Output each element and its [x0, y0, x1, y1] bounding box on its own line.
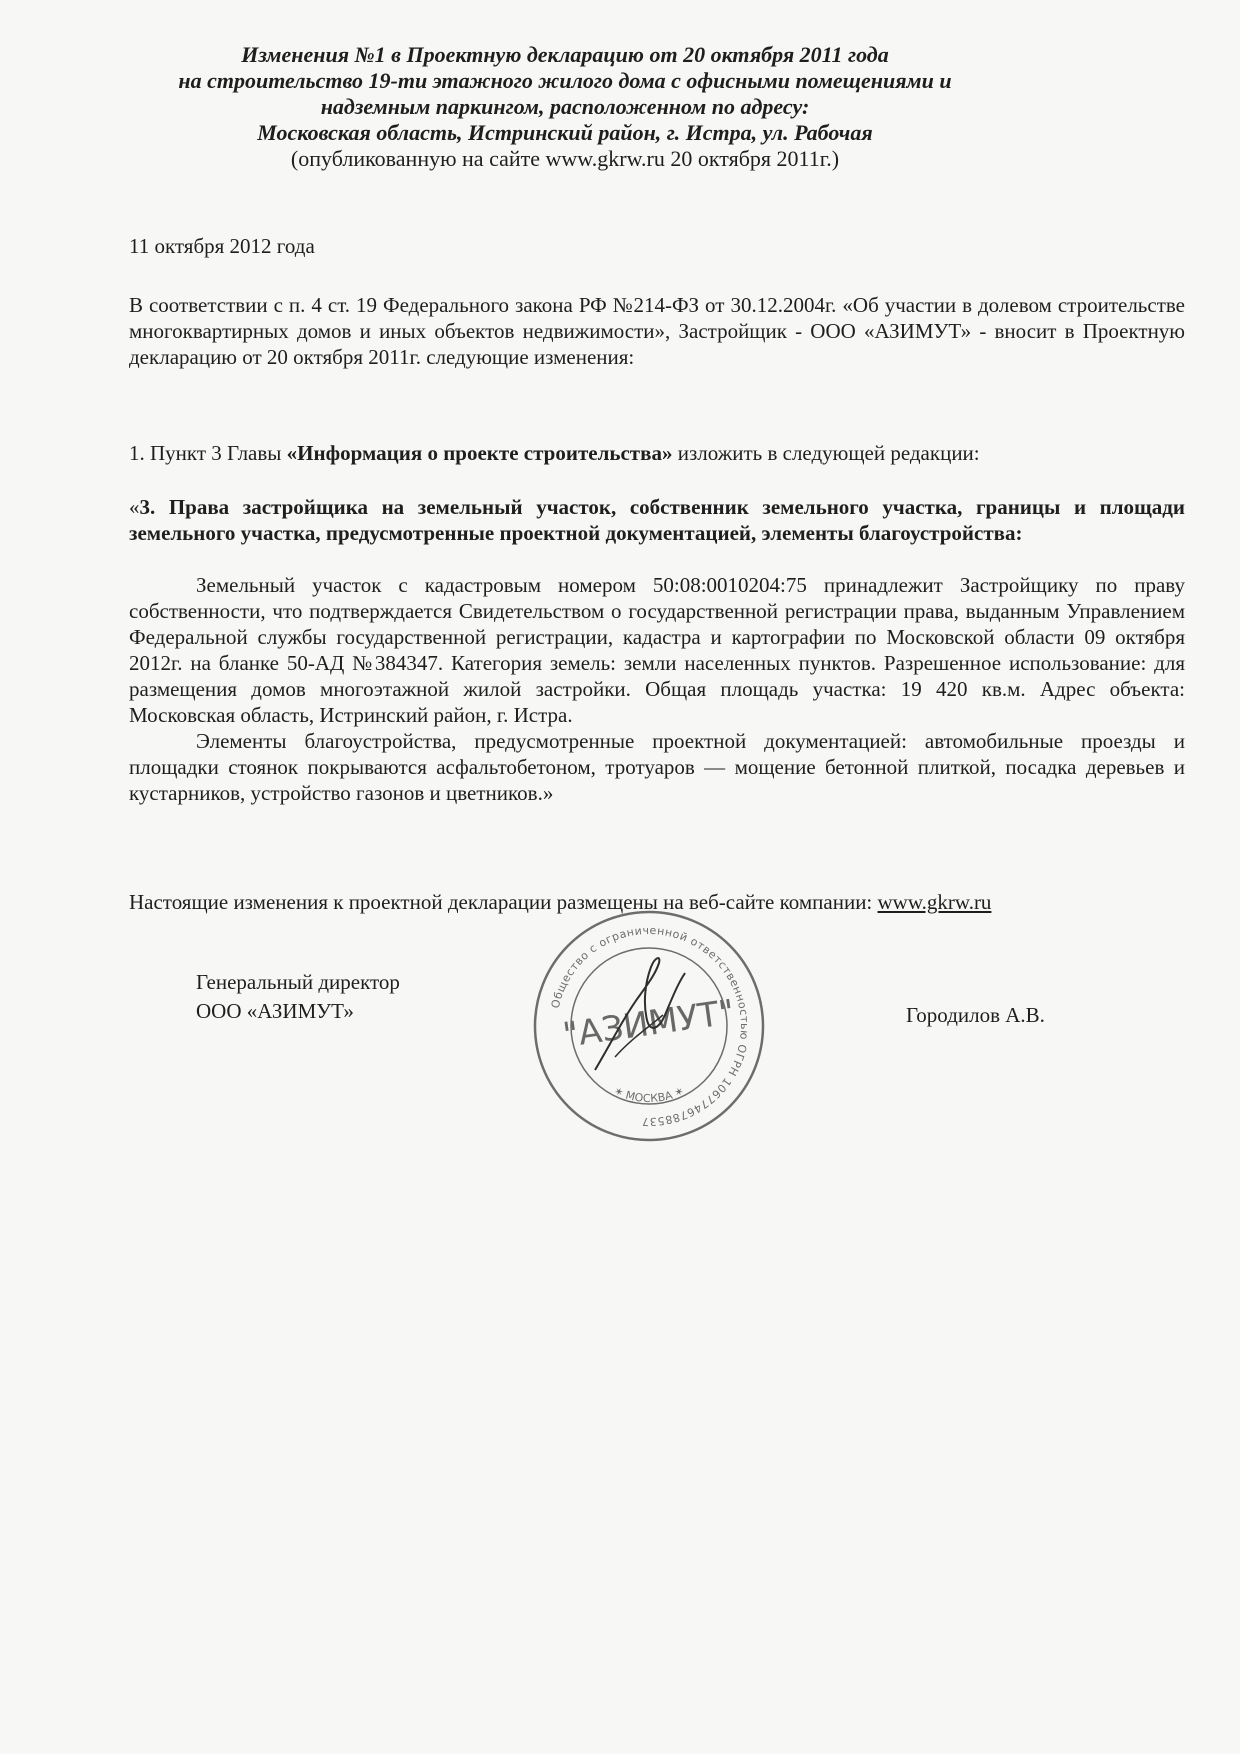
item-1-prefix: 1. Пункт 3 Главы [129, 441, 287, 465]
land-plot-paragraph: Земельный участок с кадастровым номером 50:08:0010204:75 принадлежит Застройщику по праву собственности, что подтверждается Свидетельством о государственной регистрации права, выданным Управлением Федеральной службы государственной регистрации, кадастра и картографии по Московской области 09 октября 2012г. на бланке 50-АД №384347. Категория земель: земли населенных пунктов. Разрешенное использование: для размещения домов многоэтажной жилой застройки. Общая площадь участка: 19 420 кв.м. Адрес объекта: Московская область, Истринский район, г. Истра. [129, 573, 1185, 727]
item-1-chapter-title: «Информация о проекте строительства» [286, 441, 673, 465]
header-publication-note: (опубликованную на сайте www.gkrw.ru 20 октября 2011г.) [290, 146, 840, 171]
section-3-body [129, 572, 1185, 806]
intro-paragraph: В соответствии с п. 4 ст. 19 Федерального закона РФ №214-ФЗ от 30.12.2004г. «Об участии в долевом строительстве многоквартирных домов и иных объектов недвижимости», Застройщик - ООО «АЗИМУТ» - вносит в Проектную декларацию от 20 октября 2011г. следующие изменения: [129, 293, 1185, 369]
header-line-4: Московская область, Истринский район, г. Истра, ул. Рабочая [257, 120, 873, 145]
section-3-heading-text: 3. Права застройщика на земельный участок, собственник земельного участка, границы и площади земельного участка, предусмотренные проектной документацией, элементы благоустройства: [129, 495, 1185, 545]
signatory-name: Городилов А.В. [906, 1003, 1045, 1027]
publication-text: Настоящие изменения к проектной декларации размещены на веб-сайте компании: [129, 890, 878, 914]
signatory-block [196, 968, 400, 1026]
website-link[interactable]: www.gkrw.ru [877, 890, 992, 914]
landscaping-paragraph: Элементы благоустройства, предусмотренные проектной документацией: автомобильные проезды и площадки стоянок покрываются асфальтобетоном, тротуаров — мощение бетонной плиткой, посадка деревьев и кустарников, устройство газонов и цветников.» [129, 729, 1185, 805]
signatory-title: Генеральный директор [196, 970, 400, 994]
opening-quote: « [129, 495, 140, 519]
svg-text:✶ МОСКВА ✶ [612, 1084, 686, 1105]
seal-center-text: "АЗИМУТ" [560, 992, 737, 1056]
seal-ring-text: Общество с ограниченной ответственностью ОГРН 1067746788537 [548, 923, 752, 1129]
header-line-3: надземным паркингом, расположенном по адресу: [320, 94, 810, 119]
seal-city-text: ✶ МОСКВА ✶ [611, 1084, 687, 1106]
header-line-1: Изменения №1 в Проектную декларацию от 20 октября 2011 года [241, 42, 889, 67]
item-1-suffix: изложить в следующей редакции: [672, 441, 980, 465]
header-line-2: на строительство 19-ти этажного жилого дома с офисными помещениями и [178, 68, 952, 93]
document-header [150, 42, 980, 172]
item-1-paragraph [129, 441, 1185, 466]
handwritten-signature [585, 945, 705, 1075]
signatory-organization: ООО «АЗИМУТ» [196, 999, 354, 1023]
document-date: 11 октября 2012 года [129, 234, 315, 258]
section-3-heading [129, 494, 1185, 546]
